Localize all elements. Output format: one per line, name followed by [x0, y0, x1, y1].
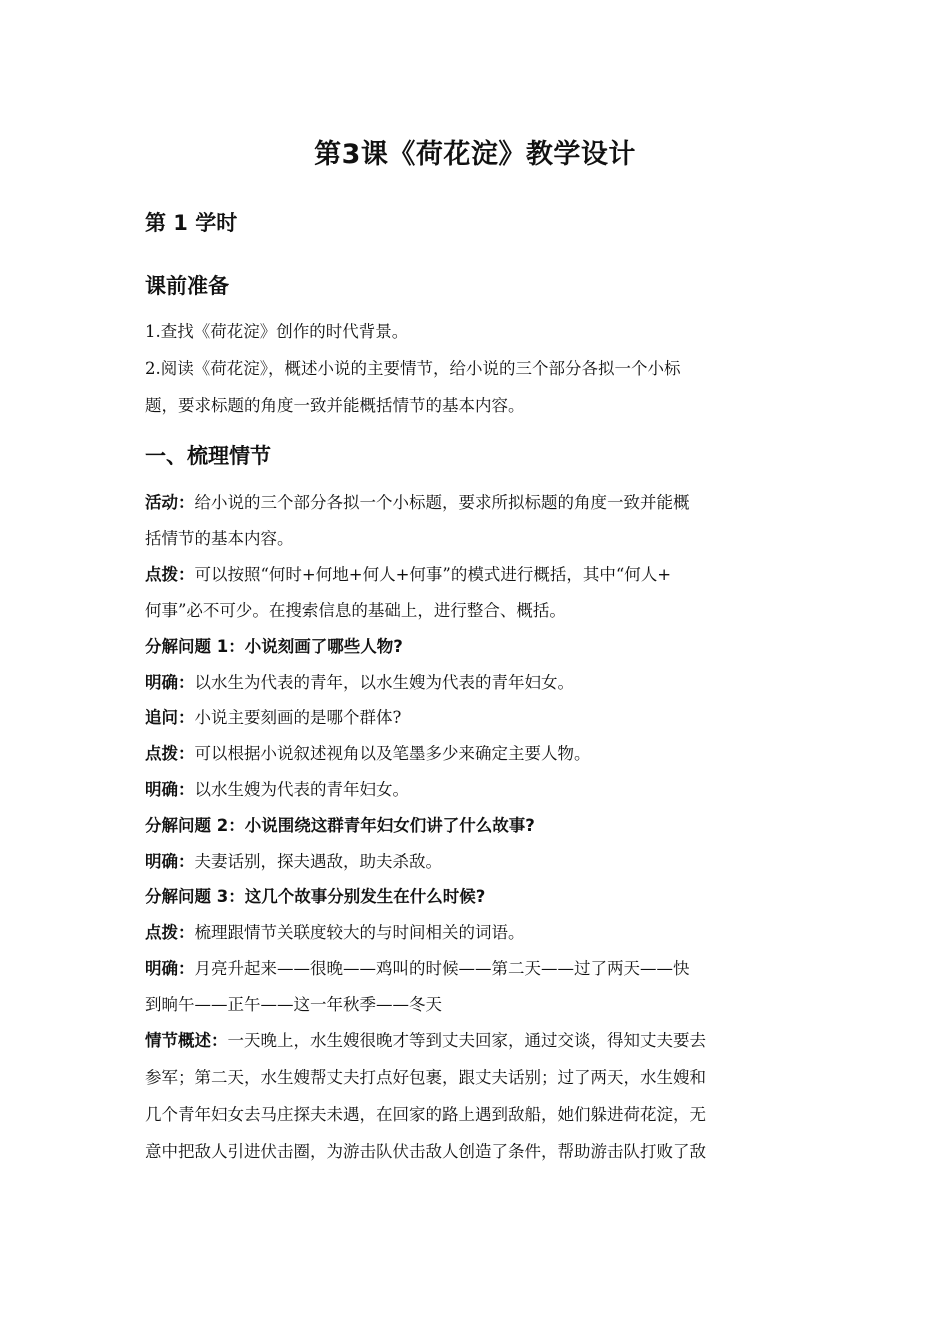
hint-2-text: 可以根据小说叙述视角以及笔墨多少来确定主要人物。 [194, 744, 591, 763]
activity-line-2: 括情节的基本内容。 [145, 529, 294, 548]
document-title: 第3课《荷花淀》教学设计 [314, 139, 636, 170]
answer-2-label: 明确： [145, 780, 195, 799]
activity-label: 活动： [145, 493, 195, 512]
hint-3-text: 梳理跟情节关联度较大的与时间相关的词语。 [194, 923, 525, 942]
answer-4-text-1: 月亮升起来——很晚——鸡叫的时候——第二天——过了两天——快 [194, 959, 690, 978]
answer-3-text: 夫妻话别，探夫遇敌，助夫杀敌。 [194, 852, 442, 871]
activity-text-1: 给小说的三个部分各拟一个小标题，要求所拟标题的角度一致并能概 [194, 493, 690, 512]
answer-4-line-2: 到晌午——正午——这一年秋季——冬天 [145, 995, 442, 1014]
hint-1-text-1: 可以按照“何时+何地+何人+何事”的模式进行概括，其中“何人+ [194, 565, 672, 584]
summary-line-4: 意中把敌人引进伏击圈，为游击队伏击敌人创造了条件，帮助游击队打败了敌 [145, 1142, 706, 1161]
followup [145, 707, 810, 729]
answer-4-line-1 [145, 958, 810, 980]
answer-3 [145, 851, 810, 873]
answer-2-text: 以水生嫂为代表的青年妇女。 [194, 780, 409, 799]
summary-text-1: 一天晚上，水生嫂很晚才等到丈夫回家，通过交谈，得知丈夫要去 [227, 1031, 706, 1050]
followup-text: 小说主要刻画的是哪个群体? [194, 708, 402, 727]
hint-1-label: 点拨： [145, 565, 195, 584]
answer-1-text: 以水生为代表的青年，以水生嫂为代表的青年妇女。 [194, 673, 574, 692]
answer-2 [145, 779, 810, 801]
prep-item-2-line-1: 2.阅读《荷花淀》，概述小说的主要情节，给小说的三个部分各拟一个小标 [145, 359, 681, 378]
question-3: 分解问题 3：这几个故事分别发生在什么时候? [145, 887, 486, 906]
hint-3-label: 点拨： [145, 923, 195, 942]
prep-item-1: 1.查找《荷花淀》创作的时代背景。 [145, 322, 409, 341]
answer-3-label: 明确： [145, 852, 195, 871]
summary-line-1 [145, 1030, 810, 1052]
lesson-heading: 第 1 学时 [145, 211, 238, 235]
hint-2 [145, 743, 810, 765]
answer-1 [145, 672, 810, 694]
summary-label: 情节概述： [145, 1031, 228, 1050]
section-1-heading: 一、梳理情节 [145, 444, 271, 468]
summary-line-3: 几个青年妇女去马庄探夫未遇，在回家的路上遇到敌船，她们躲进荷花淀，无 [145, 1105, 706, 1124]
summary-line-2: 参军；第二天，水生嫂帮丈夫打点好包裹，跟丈夫话别；过了两天，水生嫂和 [145, 1068, 706, 1087]
question-2: 分解问题 2：小说围绕这群青年妇女们讲了什么故事? [145, 816, 535, 835]
hint-1-line-1 [145, 564, 810, 586]
prep-item-2-line-2: 题，要求标题的角度一致并能概括情节的基本内容。 [145, 396, 525, 415]
hint-3 [145, 922, 810, 944]
answer-4-label: 明确： [145, 959, 195, 978]
answer-1-label: 明确： [145, 673, 195, 692]
prep-heading: 课前准备 [145, 274, 229, 298]
hint-2-label: 点拨： [145, 744, 195, 763]
question-1: 分解问题 1：小说刻画了哪些人物? [145, 637, 403, 656]
followup-label: 追问： [145, 708, 195, 727]
activity-line-1 [145, 492, 810, 514]
hint-1-line-2: 何事”必不可少。在搜索信息的基础上，进行整合、概括。 [145, 601, 566, 620]
